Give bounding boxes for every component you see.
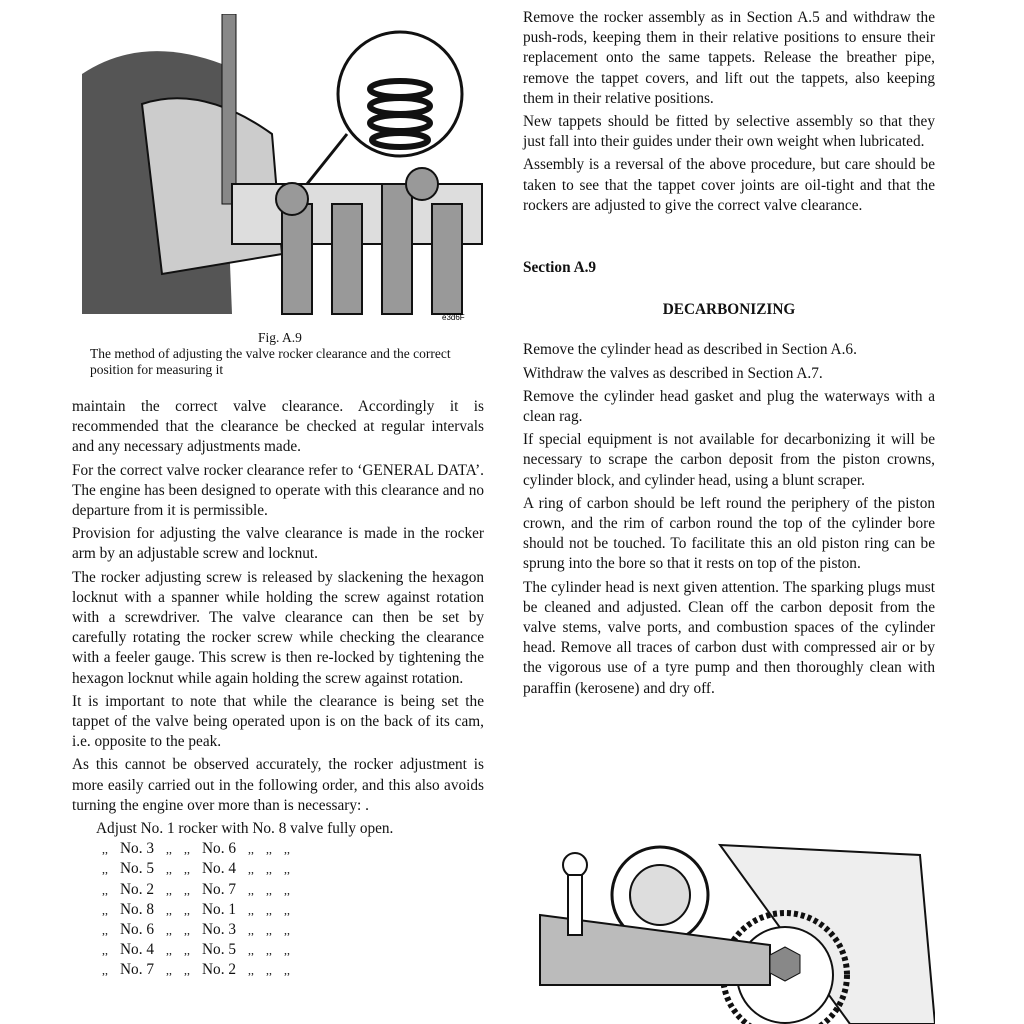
rocker-number: No. 5 [120,860,154,878]
paragraph: It is important to note that while the clearance is being set the tappet of the valve being operated upon is on the back of its cam, i.e. opposite to the peak. [72,692,484,751]
valve-number: No. 3 [202,921,236,939]
rocker-number: No. 4 [120,941,154,959]
ditto: ,, [266,923,272,938]
ditto: ,, [166,882,172,897]
ditto: ,, [102,842,108,857]
ditto: ,, [284,902,290,917]
rocker-adjust-order-table [96,839,296,980]
ditto: ,, [266,902,272,917]
figure-number: Fig. A.9 [258,330,302,345]
ditto: ,, [284,842,290,857]
figure-caption-text: The method of adjusting the valve rocker clearance and the correct position for measuring it [90,346,451,377]
ditto: ,, [166,842,172,857]
ditto: ,, [102,923,108,938]
ditto: ,, [184,963,190,978]
ditto: ,, [166,923,172,938]
paragraph: maintain the correct valve clearance. Accordingly it is recommended that the clearance be checked at regular intervals and any necessary adjustments made. [72,398,484,456]
ditto: ,, [184,882,190,897]
ditto: ,, [248,902,254,917]
section-number: Section A.9 [523,259,597,277]
ditto: ,, [266,963,272,978]
ditto: ,, [248,882,254,897]
paragraph: Withdraw the valves as described in Section A.7. [523,364,823,382]
adjust-order-first: Adjust No. 1 rocker with No. 8 valve fully open. [96,820,394,838]
adjust-order-row [96,940,296,960]
paragraph: Provision for adjusting the valve clearance is made in the rocker arm by an adjustable screw and locknut. [72,525,484,563]
paragraph: Remove the rocker assembly as in Section A.5 and withdraw the push-rods, keeping them in their relative positions to ensure their replacement onto the same tappets. Release the breather pipe, remove the tappet covers, and lift out the tappets, also keeping them in their relative positions. [523,9,935,107]
ditto: ,, [266,882,272,897]
paragraph: A ring of carbon should be left round the periphery of the piston crown, and the rim of carbon round the top of the cylinder bore should not be touched. To facilitate this an old piston ring can be sprung into the bore so that it rests on top of the piston. [523,494,935,573]
ditto: ,, [102,862,108,877]
timing-chain-illustration [520,835,935,1024]
adjust-order-row [96,900,296,920]
rocker-number: No. 3 [120,840,154,858]
ditto: ,, [184,923,190,938]
ditto: ,, [184,943,190,958]
left-column [72,397,484,981]
figure-caption [90,330,470,378]
paragraph: Remove the cylinder head gasket and plug the waterways with a clean rag. [523,387,935,426]
ditto: ,, [248,842,254,857]
rocker-number: No. 2 [120,880,154,898]
adjust-order-row [96,859,296,879]
section-heading: DECARBONIZING [662,301,796,319]
ditto: ,, [266,862,272,877]
adjust-order-row [96,839,296,859]
valve-number: No. 1 [202,900,236,918]
paragraph: Remove the cylinder head as described in Section A.6. [523,341,857,359]
ditto: ,, [166,902,172,917]
adjust-order-row [96,880,296,900]
ditto: ,, [166,963,172,978]
valve-rocker-adjustment-illustration [82,14,484,322]
paragraph: For the correct valve rocker clearance refer to ‘GENERAL DATA’. The engine has been designed to operate with this clearance and no departure from it is permissible. [72,461,484,520]
paragraph: Assembly is a reversal of the above procedure, but care should be taken to see that the tappet cover joints are oil-tight and that the rockers are adjusted to give the correct valve clearance. [523,156,935,214]
valve-number: No. 7 [202,880,236,898]
ditto: ,, [248,963,254,978]
ditto: ,, [284,923,290,938]
ditto: ,, [102,943,108,958]
valve-number: No. 5 [202,941,236,959]
paragraph: If special equipment is not available for decarbonizing it will be necessary to scrape the carbon deposit from the piston crowns, cylinder block, and cylinder head, using a blunt scraper. [523,431,935,489]
ditto: ,, [102,882,108,897]
ditto: ,, [166,943,172,958]
ditto: ,, [102,963,108,978]
ditto: ,, [284,943,290,958]
valve-number: No. 4 [202,860,236,878]
ditto: ,, [284,862,290,877]
valve-number: No. 2 [202,961,236,979]
adjust-order-row [96,960,296,980]
adjust-order-row [96,920,296,940]
ditto: ,, [266,943,272,958]
right-column [523,8,935,702]
rocker-number: No. 7 [120,961,154,979]
figure-code: e3d6F [442,313,465,322]
paragraph: The rocker adjusting screw is released by slackening the hexagon locknut with a spanner while holding the screw against rotation with a screwdriver. The valve clearance can then be set by carefully rotating the rocker screw while checking the clearance with a feeler gauge. This screw is then re-locked by tightening the hexagon locknut while again holding the screw against rotation. [72,568,484,687]
ditto: ,, [184,862,190,877]
rocker-number: No. 6 [120,921,154,939]
paragraph: The cylinder head is next given attention. The sparking plugs must be cleaned and adjusted. Clean off the carbon deposit from the valve stems, valve ports, and combustion spaces of the cylinder head. Remove all traces of carbon dust with compressed air or by the vigorous use of a tyre pump and then thoroughly clean with paraffin (kerosene) and dry off. [523,578,935,697]
ditto: ,, [284,882,290,897]
ditto: ,, [102,902,108,917]
ditto: ,, [248,862,254,877]
ditto: ,, [248,943,254,958]
ditto: ,, [248,923,254,938]
ditto: ,, [166,862,172,877]
paragraph: As this cannot be observed accurately, the rocker adjustment is more easily carried out in the following order, and this also avoids turning the engine over more than is necessary: . [72,756,484,814]
ditto: ,, [266,842,272,857]
ditto: ,, [184,842,190,857]
paragraph: New tappets should be fitted by selective assembly so that they just fall into their guides under their own weight when lubricated. [523,113,935,151]
rocker-number: No. 8 [120,900,154,918]
ditto: ,, [284,963,290,978]
valve-number: No. 6 [202,840,236,858]
ditto: ,, [184,902,190,917]
